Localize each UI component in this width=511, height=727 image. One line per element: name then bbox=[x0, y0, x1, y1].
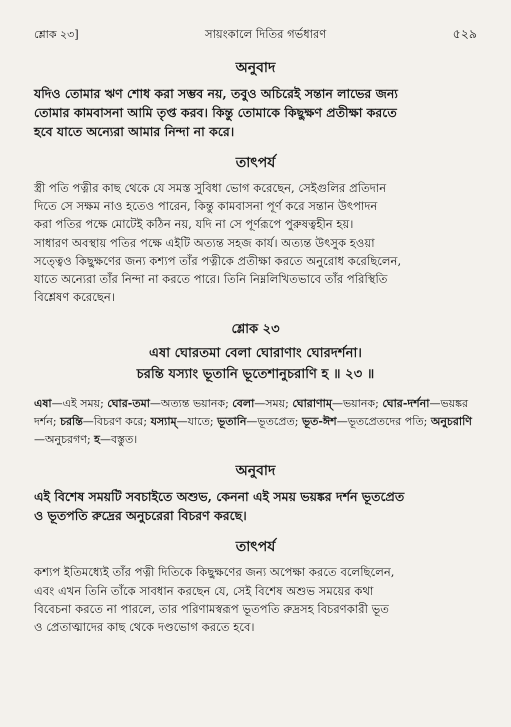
synonym-meaning: ভয়ঙ্কর দর্শন; bbox=[34, 397, 469, 429]
synonym-meaning: বিচরণ করে; bbox=[93, 415, 151, 429]
purport-line: বিশ্লেষণ করেছেন। bbox=[34, 290, 115, 305]
synonym-word: যস্যাম্ bbox=[150, 415, 177, 429]
synonym-meaning: অত্যন্ত ভয়ানক; bbox=[160, 397, 233, 411]
purport-heading: তাৎপর্য bbox=[235, 539, 276, 556]
verse-line: চরন্তি যস্যাং ভূতানি ভূতেশানুচরাণি হ ॥ ২৩ ॥ bbox=[136, 367, 375, 383]
purport-block bbox=[34, 179, 477, 306]
synonym-meaning: ভূতপ্রেত; bbox=[257, 415, 302, 429]
synonym-meaning: যাতে; bbox=[187, 415, 218, 429]
verse-number: শ্লোক ২৩ bbox=[231, 322, 280, 338]
purport-line: যাতে অন্যেরা তাঁর নিন্দা না করতে পারে। তিনি নিম্নলিখিতভাবে তাঁর পরিস্থিতি bbox=[34, 272, 388, 287]
translation-heading: অনুবাদ bbox=[235, 60, 276, 76]
translation-block bbox=[34, 84, 477, 141]
translation-block bbox=[34, 487, 477, 525]
verse-line: এষা ঘোরতমা বেলা ঘোরাণাং ঘোরদর্শনা। bbox=[148, 346, 363, 362]
synonym-word: হ bbox=[94, 433, 100, 447]
synonym-word: এষা bbox=[34, 397, 52, 411]
purport-line: সত্ত্বেও কিছুক্ষণের জন্য কশ্যপ তাঁর পত্নীকে প্রতীক্ষা করতে অনুরোধ করেছিলেন, bbox=[34, 253, 402, 268]
page-number: ৫২৯ bbox=[452, 26, 477, 41]
running-header bbox=[34, 26, 477, 46]
synonym-word: বেলা bbox=[232, 397, 255, 411]
synonym-word: অনুচরাণি bbox=[430, 415, 472, 429]
synonym-meaning: সময়; bbox=[265, 397, 293, 411]
translation-line: যদিও তোমার ঋণ শোধ করা সম্ভব নয়, তবুও অচিরেই সন্তান লাভের জন্য bbox=[34, 86, 398, 101]
purport-line: এবং এখন তিনি তাঁকে সাবধান করছেন যে, সেই বিশেষ অশুভ সময়ের কথা bbox=[34, 583, 374, 598]
purport-line: কশ্যপ ইতিমধ্যেই তাঁর পত্নী দিতিকে কিছুক্ষণের জন্য অপেক্ষা করতে বলেছিলেন, bbox=[34, 565, 395, 580]
synonym-word: ঘোর-দর্শনা bbox=[382, 397, 430, 411]
purport-heading: তাৎপর্য bbox=[235, 155, 276, 171]
purport-line: করা পতির পক্ষে মোটেই কঠিন নয়, যদি না সে পূর্ণরূপে পুরুষত্বহীন হয়। bbox=[34, 217, 354, 232]
synonym-word: ভূতানি bbox=[217, 415, 247, 429]
synonym-meaning: অনুচরগণ; bbox=[45, 433, 95, 447]
translation-line: তোমার কামবাসনা আমি তৃপ্ত করব। কিন্তু তোমাকে কিছুক্ষণ প্রতীক্ষা করতে bbox=[34, 105, 397, 120]
synonym-meaning: এই সময়; bbox=[62, 397, 108, 411]
purport-line: বিবেচনা করতে না পারলে, তার পরিণামস্বরূপ ভূতপতি রুদ্রসহ বিচরণকারী ভূত bbox=[34, 601, 389, 616]
translation-heading: অনুবাদ bbox=[235, 463, 276, 480]
synonym-word: ঘোর-তমা bbox=[107, 397, 150, 411]
synonym-meaning: ভূতপ্রেতদের পতি; bbox=[347, 415, 431, 429]
synonym-word: ভূত-ঈশ bbox=[301, 415, 337, 429]
purport-line: সাধারণ অবস্থায় পতির পক্ষে এইটি অত্যন্ত সহজ কার্য। অত্যন্ত উৎসুক হওয়া bbox=[34, 235, 375, 250]
purport-block bbox=[34, 563, 477, 636]
purport-line: স্ত্রী পতি পত্নীর কাছ থেকে যে সমস্ত সুবিধা ভোগ করেছেন, সেইগুলির প্রতিদান bbox=[34, 181, 387, 195]
translation-line: ও ভূতপতি রুদ্রের অনুচরেরা বিচরণ করছে। bbox=[34, 508, 247, 524]
synonym-word: ঘোরাণাম্ bbox=[292, 397, 332, 411]
synonym-meaning: বস্তুত। bbox=[110, 433, 138, 447]
synonym-word: চরন্তি bbox=[60, 415, 83, 429]
purport-line: ও প্রেতাত্মাদের কাছ থেকে দণ্ডভোগ করতে হবে। bbox=[34, 620, 255, 635]
translation-line: এই বিশেষ সময়টি সবচাইতে অশুভ, কেননা এই সময় ভয়ঙ্কর দর্শন ভূতপ্রেত bbox=[34, 489, 405, 505]
header-chapter-title: সায়ংকালে দিতির গর্ভধারণ bbox=[204, 27, 327, 41]
synonym-meaning: ভয়ানক; bbox=[342, 397, 383, 411]
word-synonyms: এষা—এই সময়; ঘোর-তমা—অত্যন্ত ভয়ানক; বেলা—সময়; ঘোরাণাম্—ভয়ানক; ঘোর-দর্শনা—ভয়ঙ্কর দর্শন; চরন্তি—বিচরণ করে; যস্যাম্—যাতে; ভূতানি—ভূতপ্রেত; ভূত-ঈশ—ভূতপ্রেতদের পতি; অনুচরাণি—অনুচরগণ; হ—বস্তুত। bbox=[34, 397, 472, 447]
purport-line: দিতে সে সক্ষম নাও হতেও পারেন, কিন্তু কামবাসনা পূর্ণ করে সন্তান উৎপাদন bbox=[34, 199, 378, 214]
translation-line: হবে যাতে অন্যেরা আমার নিন্দা না করে। bbox=[34, 124, 235, 139]
header-verse-ref: শ্লোক ২৩] bbox=[34, 28, 79, 41]
